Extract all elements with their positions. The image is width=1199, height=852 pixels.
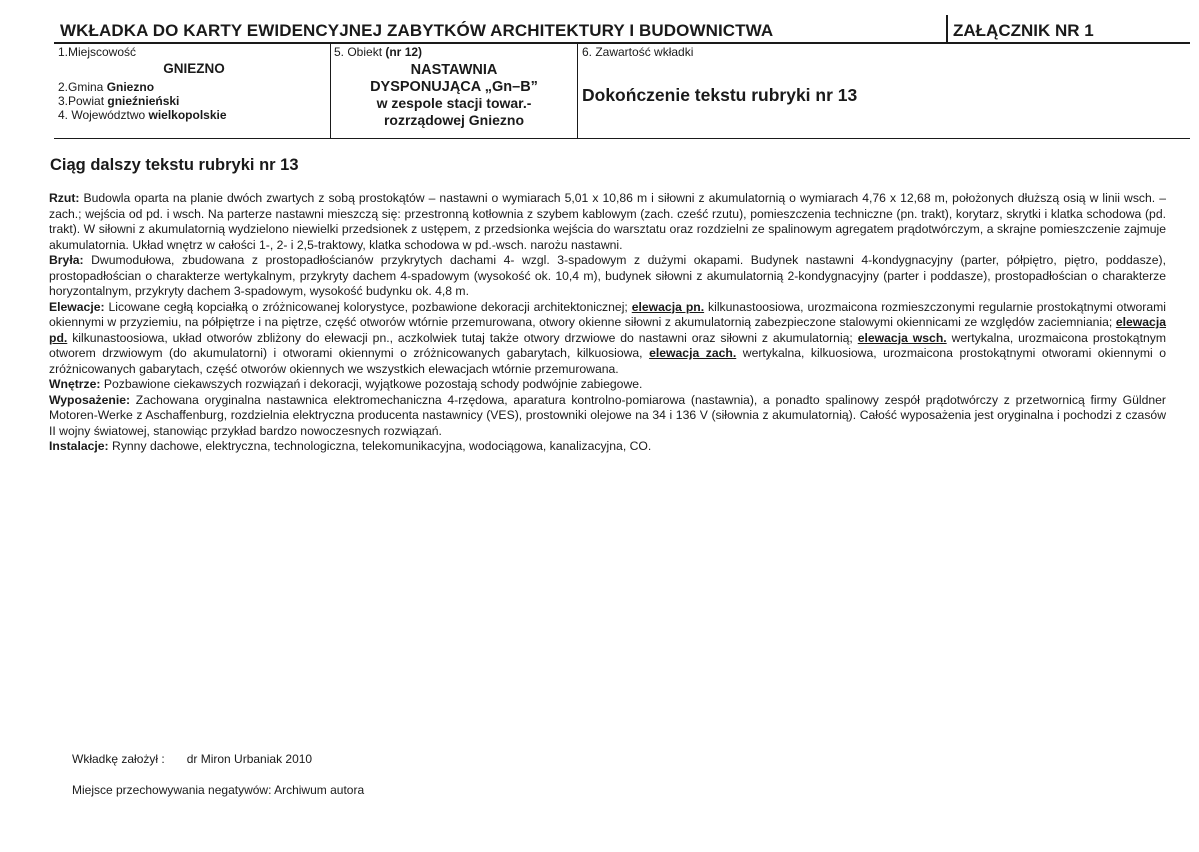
object-line-4: rozrządowej Gniezno [383,111,524,128]
section-title: Ciąg dalszy tekstu rubryki nr 13 [50,156,299,174]
header-annex-divider [946,15,948,44]
elewacja-wsch-heading: elewacja wsch. [857,330,947,345]
county-value: gnieźnieński [107,94,180,108]
elewacja-zach-heading: elewacja zach. [649,346,737,360]
locality-value: GNIEZNO [163,61,225,76]
elewacja-pd-heading: elewacja pd. [49,315,1166,345]
locality-label: 1.Miejscowość [58,45,137,59]
insert-content-label: 6. Zawartość wkładki [582,45,694,59]
paragraph-elewacje [49,300,1166,378]
founder-label: Wkładkę założył : [72,752,165,766]
elewacje-text-2: kilkunastoosiowa, urozmaicona rozmieszczonymi regularnie prostokątnymi otworami okiennymi w przyziemiu, na półpiętrze i na piętrze, część otworów wtórnie przemurowana, otwory okienne siłowni z akumulatornią zabezpieczone stalowymi okiennicami ze względów zaciemniania; [49,299,1166,329]
elewacje-text-3: kilkunastoosiowa, układ otworów zbliżony do elewacji pn., aczkolwiek tutaj także otwory drzwiowe do nastawni oraz siłowni z akumulatornią; [67,330,858,345]
voivodeship-value: wielkopolskie [148,108,227,122]
county-row [58,94,179,108]
elewacja-pn-heading: elewacja pn. [631,299,705,314]
wyposazenie-text: Zachowana oryginalna nastawnica elektromechaniczna 4-rzędowa, aparatura kontrolno-pomiarowa (nastawnia), a ponadto spalinowy zespół prądotwórczy z przetwornicą firmy Güldner Motoren-Werke z Aschaffenburg, rozdzielnia elektryczna producenta nastawnicy (VES), prostowniki olejowe na 34 i 136 V (siłownia z akumulatornią). Całość wyposażenia jest oryginalna i pochodzi z czasów II wojny światowej, stanowiąc przykład bardzo nowoczesnych rozwiązań. [49,392,1166,438]
voivodeship-row [58,108,227,122]
description-body [49,191,1166,455]
commune-label: 2.Gmina [58,80,107,94]
cell-divider-1 [330,43,331,138]
county-label: 3.Powiat [58,94,108,108]
bryla-text: Dwumodułowa, zbudowana z prostopadłościanów przykrytych dachami 4- wzgl. 3-spadowym z dużymi okapami. Budynek nastawni 4-kondygnacyjny (parter, półpiętro, piętro, poddasze), prostopadłościan o charakterze wertykalnym, przykryty dachem 4-spadowym (wysokość ok. 10,4 m), budynek siłowni z akumulatornią 2-kondygnacyjny (parter i poddasze), prostopadłościan o charakterze horyzontalnym, przykryty dachem 3-spadowym, wysokość budynku ok. 4,8 m. [49,253,1166,298]
object-label-text: 5. Obiekt [334,45,386,59]
document-title: WKŁADKA DO KARTY EWIDENCYJNEJ ZABYTKÓW ARCHITEKTURY I BUDOWNICTWA [60,21,774,40]
commune-value: Gniezno [106,80,155,94]
elewacje-text-5: wertykalna, kilkuosiowa, urozmaicona prostokątnymi otworami okiennymi o zróżnicowanych gabarytach, część otworów okiennych we wszystkich elewacjach wtórnie przemurowana. [49,346,1166,376]
wyposazenie-label: Wyposażenie: [49,392,131,407]
founder-line [72,752,312,766]
object-name [334,62,574,128]
paragraph-wnetrze [49,377,1166,393]
founder-value: dr Miron Urbaniak 2010 [186,752,313,766]
wnetrze-text: Pozbawione ciekawszych rozwiązań i dekoracji, wyjątkowe pozostają schody podwójnie zabiegowe. [100,377,643,391]
header-rule [54,42,1190,44]
paragraph-instalacje [49,439,1166,455]
elewacje-label: Elewacje: [49,299,105,314]
instalacje-text: Rynny dachowe, elektryczna, technologiczna, telekomunikacyjna, wodociągowa, kanalizacyjna, CO. [108,439,652,453]
cell-divider-2 [577,43,578,138]
wnetrze-label: Wnętrze: [49,377,101,391]
instalacje-label: Instalacje: [49,439,109,453]
object-line-1: NASTAWNIA [410,62,498,78]
paragraph-bryla [49,253,1166,300]
elewacje-text-4: wertykalna, urozmaicona prostokątnym otworem drzwiowym (do akumulatorni) i otworami okiennymi o zróżnicowanych gabarytach, kilkuosiowa, [49,330,1166,360]
rzut-label: Rzut: [49,191,80,205]
object-line-2: DYSPONUJĄCA „Gn–B” [370,78,538,95]
insert-content-value: Dokończenie tekstu rubryki nr 13 [582,85,858,105]
voivodeship-label: 4. Województwo [58,108,149,122]
table-bottom-rule [54,138,1190,139]
negatives-storage: Miejsce przechowywania negatywów: Archiwum autora [72,783,365,797]
elewacje-text-1: Licowane cegłą kopciałką o zróżnicowanej kolorystyce, pozbawione dekoracji architektonicznej; [104,299,632,314]
bryla-label: Bryła: [49,253,84,267]
commune-row [58,80,154,94]
rzut-text: Budowla oparta na planie dwóch zwartych z sobą prostokątów – nastawni o wymiarach 5,01 x 10,86 m i siłowni z akumulatornią o wymiarach 4,76 x 12,68 m, położonych dłuższą osią w linii wsch. – zach.; wejścia od pd. i wsch. Na parterze nastawni mieszczą się: przestronną kotłownia z szybem kablowym (zach. cześć rzutu), pomieszczenia techniczne (pn. trakt), korytarz, skrytki i klatka schodowa (pd. trakt). W siłowni z akumulatornią wydzielono niewielki przedsionek z ustępem, z przedsionka wejścia do warsztatu oraz rozdzielni ze spalinowym agregatem prądotwórczym, a skrajne pomieszczenie zajmuje akumulatornia. Układ wnętrz w całości 1-, 2- i 2,5-traktowy, klatka schodowa w pd.-wsch. narożu nastawni. [49,191,1166,252]
object-label [334,45,422,59]
paragraph-rzut [49,191,1166,253]
object-line-3: w zespole stacji towar.- [376,95,532,111]
annex-label: ZAŁĄCZNIK NR 1 [953,21,1094,40]
paragraph-wyposazenie [49,393,1166,440]
object-number: (nr 12) [385,45,423,59]
